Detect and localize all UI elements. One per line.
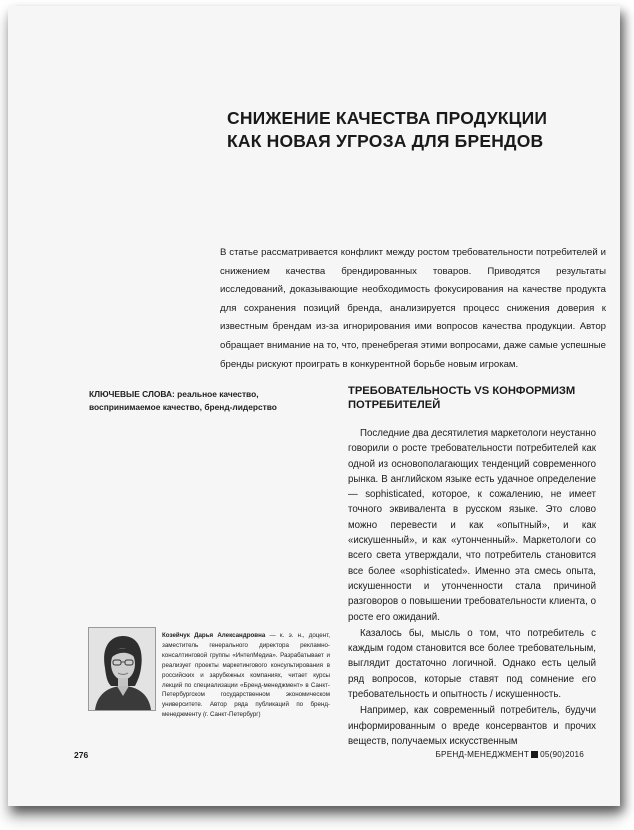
section-heading-line-1: ТРЕБОВАТЕЛЬНОСТЬ VS КОНФОРМИЗМ bbox=[348, 385, 576, 397]
article-title-line-1: СНИЖЕНИЕ КАЧЕСТВА ПРОДУКЦИИ bbox=[227, 108, 548, 128]
author-bio-text: — к. э. н., доцент, заместитель генерального директора рекламно-консалтинговой группы «ИнтелМедиа». Разрабатывает и реализует проекты маркетингового консультирования в российских и зарубежных компаниях, читает курсы лекций по специализации «Бренд-менеджмент» в Санкт-Петербургском государственном экономическом университете. Автор ряда публикаций по бренд-менеджменту (г. Санкт-Петербург) bbox=[162, 632, 330, 719]
article-body bbox=[348, 426, 596, 750]
running-footer bbox=[435, 750, 584, 759]
body-paragraph: Последние два десятилетия маркетологи неустанно говорили о росте требовательности потребителей как одной из основополагающих тенденций современного рынка. В английском языке есть удачное определение — sophisticated, которое, к сожалению, не имеет точного эквивалента в русском языке. Это слово можно перевести и как «опытный», и как «искушенный», и как «утонченный». Маркетологи со всего света утверждали, что потребитель становится все более «sophisticated». Именно эта смесь опыта, искушенности и утонченности стала причиной разговоров о повышении требовательности клиента, о росте его ожиданий. bbox=[348, 428, 596, 623]
body-paragraph: Например, как современный потребитель, будучи информированным о вреде консервантов и прочих веществ, получаемых искусственным bbox=[348, 705, 596, 747]
section-heading-line-2: ПОТРЕБИТЕЛЕЙ bbox=[348, 399, 441, 411]
section-heading bbox=[348, 384, 598, 412]
body-paragraph: Казалось бы, мысль о том, что потребитель с каждым годом становится все более требовательным, выглядит достаточно логичной. Однако есть целый ряд вопросов, которые ставят под сомнение его требовательность и опытность / искушенность. bbox=[348, 627, 596, 701]
journal-page bbox=[8, 6, 620, 806]
article-abstract: В статье рассматривается конфликт между ростом требовательности потребителей и снижением качества брендированных товаров. Приводятся результаты исследований, доказывающие необходимость фокусирования на качестве продукта для сохранения позиций бренда, анализируется процесс снижения доверия к известным брендам из-за игнорирования ими вопросов качества продукции. Автор обращает внимание на то, что, пренебрегая этими вопросами, даже самые успешные бренды рискуют проиграть в конкурентной борьбе новым игрокам. bbox=[220, 247, 606, 370]
article-title-line-2: КАК НОВАЯ УГРОЗА ДЛЯ БРЕНДОВ bbox=[227, 131, 544, 151]
issue-number: 05(90)2016 bbox=[540, 750, 584, 759]
keywords-text: реальное качество, воспринимаемое качество, бренд-лидерство bbox=[89, 389, 277, 412]
page-number: 276 bbox=[74, 750, 89, 760]
square-separator-icon bbox=[531, 751, 538, 758]
author-name: Козейчук Дарья Александровна bbox=[162, 632, 266, 639]
author-bio bbox=[162, 631, 330, 720]
author-portrait-image bbox=[89, 628, 155, 710]
author-photo bbox=[88, 627, 156, 711]
keywords-block bbox=[89, 388, 329, 413]
journal-name: БРЕНД-МЕНЕДЖМЕНТ bbox=[435, 750, 530, 759]
keywords-label: КЛЮЧЕВЫЕ СЛОВА: bbox=[89, 389, 175, 399]
article-title bbox=[227, 107, 547, 153]
